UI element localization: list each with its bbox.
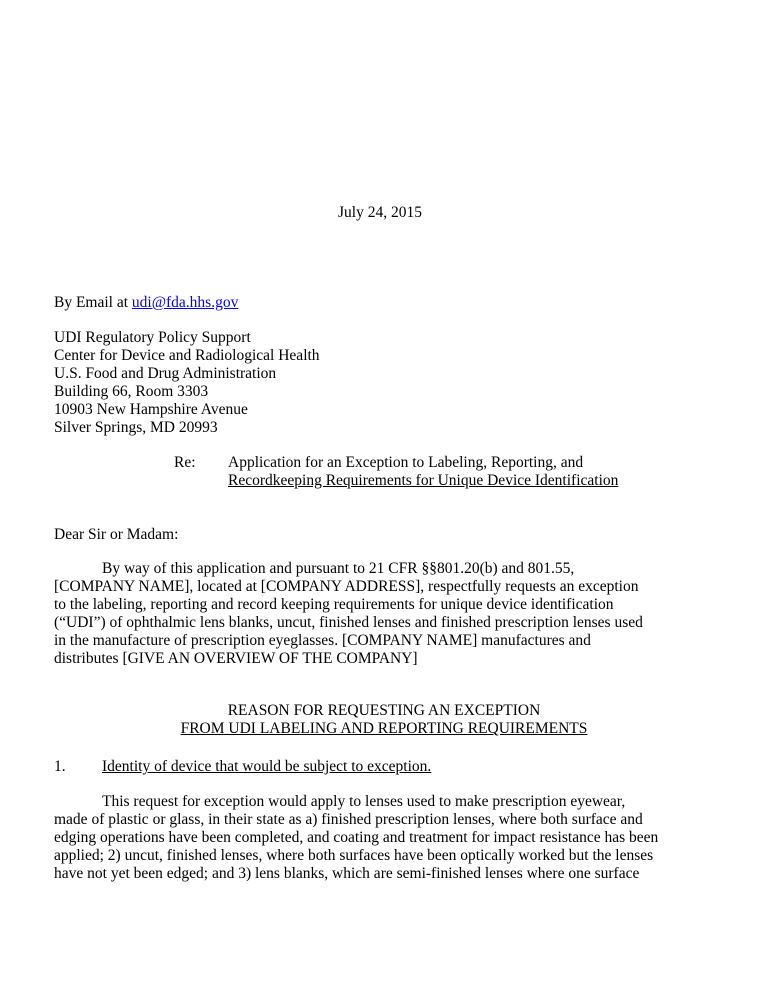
subject-label: Re:	[174, 454, 196, 471]
subject-line: Recordkeeping Requirements for Unique Device Identification	[228, 472, 619, 489]
paragraph-line: in the manufacture of prescription eyeglasses. [COMPANY NAME] manufactures and	[54, 632, 591, 649]
address-line: UDI Regulatory Policy Support	[54, 329, 251, 346]
heading-line: FROM UDI LABELING AND REPORTING REQUIREMENTS	[180, 720, 588, 737]
paragraph-line: (“UDI”) of ophthalmic lens blanks, uncut, finished lenses and finished prescription lenses used	[54, 614, 643, 631]
salutation: Dear Sir or Madam:	[54, 526, 179, 543]
subject-line: Application for an Exception to Labeling, Reporting, and	[228, 454, 584, 471]
address-line: 10903 New Hampshire Avenue	[54, 401, 248, 418]
item-title: Identity of device that would be subject to exception.	[102, 758, 432, 775]
paragraph-line: applied; 2) uncut, finished lenses, where both surfaces have been optically worked but the lenses	[54, 847, 654, 864]
item-number: 1.	[54, 758, 66, 775]
paragraph-line: distributes [GIVE AN OVERVIEW OF THE COMPANY]	[54, 650, 418, 667]
delivery-prefix: By Email at	[54, 294, 132, 311]
heading-line: REASON FOR REQUESTING AN EXCEPTION	[227, 702, 541, 719]
paragraph-line: By way of this application and pursuant to 21 CFR §§801.20(b) and 801.55,	[102, 560, 575, 577]
paragraph-line: This request for exception would apply to lenses used to make prescription eyewear,	[102, 793, 626, 810]
address-line: Building 66, Room 3303	[54, 383, 209, 400]
paragraph-line: to the labeling, reporting and record keeping requirements for unique device identification	[54, 596, 614, 613]
email-link[interactable]: udi@fda.hhs.gov	[131, 294, 239, 311]
paragraph-line: [COMPANY NAME], located at [COMPANY ADDRESS], respectfully requests an exception	[54, 578, 639, 595]
paragraph-line: edging operations have been completed, and coating and treatment for impact resistance has been	[54, 829, 659, 846]
paragraph-line: made of plastic or glass, in their state as a) finished prescription lenses, where both surface and	[54, 811, 643, 828]
paragraph-line: have not yet been edged; and 3) lens blanks, which are semi-finished lenses where one surface	[54, 865, 640, 882]
delivery-line	[54, 294, 238, 312]
letter-date: July 24, 2015	[338, 204, 422, 221]
address-line: U.S. Food and Drug Administration	[54, 365, 277, 382]
address-line: Silver Springs, MD 20993	[54, 419, 218, 436]
address-line: Center for Device and Radiological Health	[54, 347, 320, 364]
